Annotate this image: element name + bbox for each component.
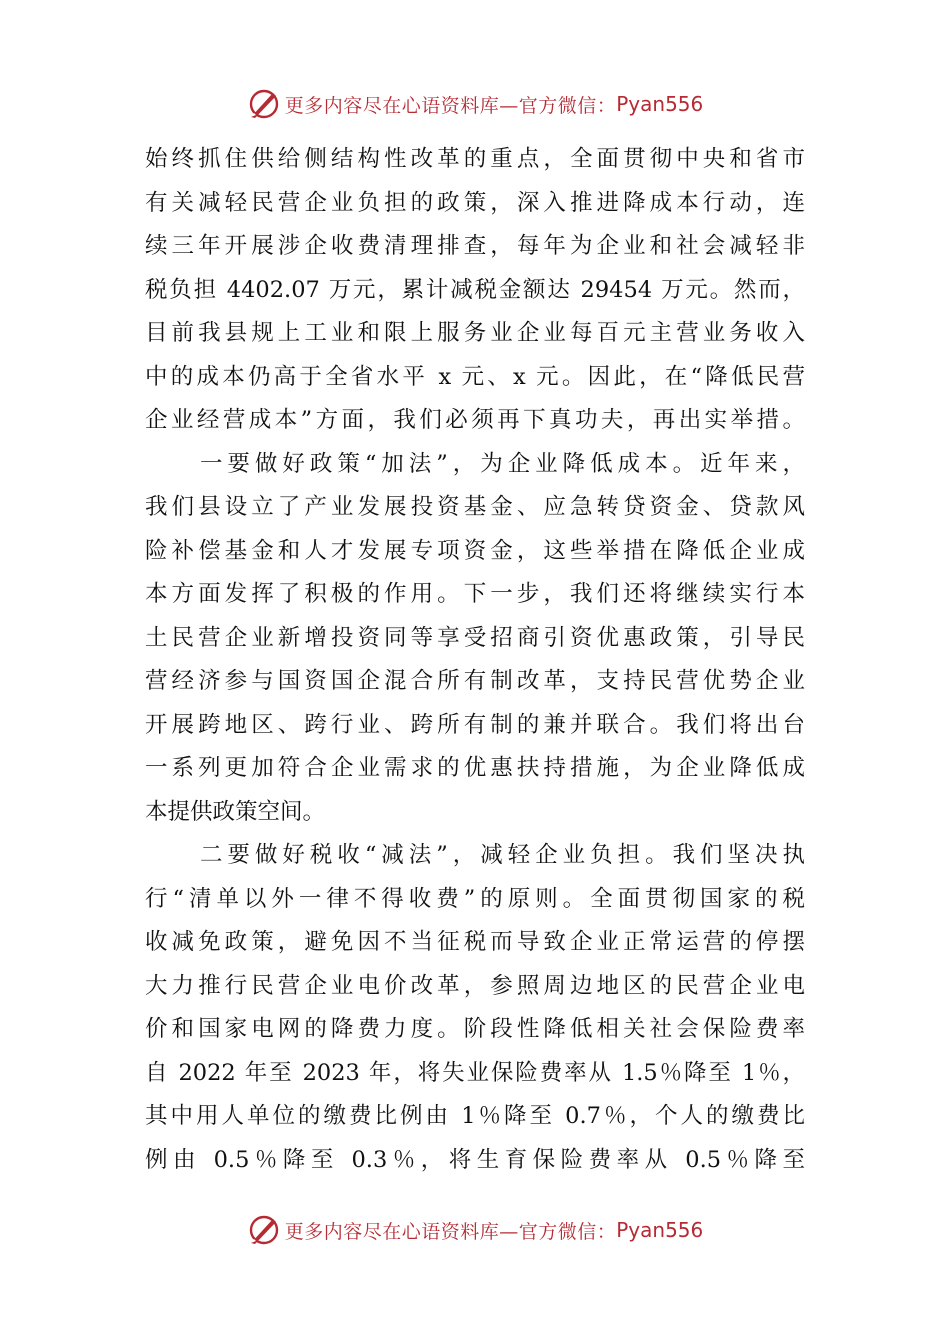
text-line: 例由 0.5％降至 0.3％，将生育保险费率从 0.5％降至 — [145, 1146, 805, 1173]
document-body — [145, 138, 805, 1182]
pen-logo-icon — [247, 87, 281, 121]
text-line: 土民营企业新增投资同等享受招商引资优惠政策，引导民 — [145, 624, 805, 651]
text-line: 二要做好税收“减法”，减轻企业负担。我们坚决执 — [145, 842, 805, 868]
text-line: 价和国家电网的降费力度。阶段性降低相关社会保险费率 — [145, 1016, 805, 1042]
text-line: 本方面发挥了积极的作用。下一步，我们还将继续实行本 — [145, 581, 805, 607]
pen-logo-icon — [247, 1213, 281, 1247]
text-line: 企业经营成本”方面，我们必须再下真功夫，再出实举措。 — [145, 407, 805, 433]
text-line: 我们县设立了产业发展投资基金、应急转贷资金、贷款风 — [145, 494, 805, 520]
text-line: 本提供政策空间。 — [145, 798, 326, 825]
text-line: 行“清单以外一律不得收费”的原则。全面贯彻国家的税 — [145, 885, 805, 912]
text-line: 开展跨地区、跨行业、跨所有制的兼并联合。我们将出台 — [145, 711, 805, 738]
text-line: 收减免政策，避免因不当征税而导致企业正常运营的停摆 — [145, 929, 805, 955]
text-line: 续三年开展涉企收费清理排查，每年为企业和社会减轻非 — [145, 233, 805, 259]
text-line: 目前我县规上工业和限上服务业企业每百元主营业务收入 — [145, 320, 805, 346]
text-line: 一要做好政策“加法”，为企业降低成本。近年来， — [145, 450, 805, 477]
text-line: 一系列更加符合企业需求的优惠扶持措施，为企业降低成 — [145, 755, 805, 781]
watermark-wechat-id: Pyan556 — [616, 1218, 704, 1242]
watermark-text: 更多内容尽在心语资料库—官方微信： — [284, 1220, 617, 1243]
text-line: 始终抓住供给侧结构性改革的重点，全面贯彻中央和省市 — [145, 146, 805, 172]
text-line: 大力推行民营企业电价改革，参照周边地区的民营企业电 — [145, 972, 805, 999]
watermark-text: 更多内容尽在心语资料库—官方微信： — [284, 94, 617, 117]
text-line: 营经济参与国资国企混合所有制改革，支持民营优势企业 — [145, 668, 805, 694]
text-line: 其中用人单位的缴费比例由 1％降至 0.7％，个人的缴费比 — [145, 1103, 805, 1129]
text-line: 税负担 4402.07 万元，累计减税金额达 29454 万元。然而， — [145, 276, 805, 303]
text-line: 自 2022 年至 2023 年，将失业保险费率从 1.5％降至 1％， — [145, 1059, 805, 1086]
text-line: 中的成本仍高于全省水平 x 元、x 元。因此，在“降低民营 — [145, 363, 805, 390]
text-line: 险补偿基金和人才发展专项资金，这些举措在降低企业成 — [145, 537, 805, 564]
text-line: 有关减轻民营企业负担的政策，深入推进降成本行动，连 — [145, 189, 805, 216]
watermark-banner-bottom — [0, 1210, 950, 1250]
watermark-wechat-id: Pyan556 — [616, 92, 704, 116]
watermark-banner-top — [0, 84, 950, 124]
